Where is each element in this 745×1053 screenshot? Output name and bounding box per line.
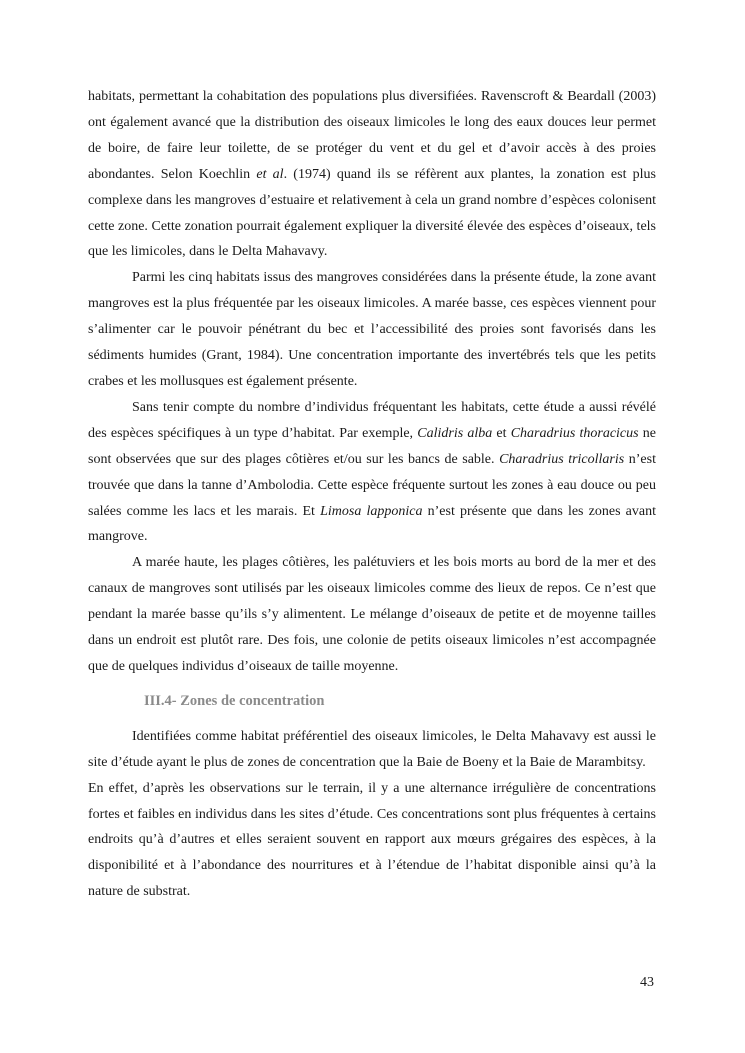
italic-text-run: et al bbox=[256, 166, 284, 182]
body-text-bottom bbox=[88, 724, 656, 905]
text-run: habitats, permettant la cohabitation des populations plus diversifiées. Ravenscroft & Beardall (2003) ont également avancé que la distribution des oiseaux limicoles le long des eaux douces leur permet de boire, de faire leur toilette, de se protéger du vent et du gel et d’avoir accès à des proies abondantes. Selon Koechlin bbox=[88, 89, 656, 182]
species-name: Charadrius tricollaris bbox=[499, 451, 625, 467]
text-run: En effet, d’après les observations sur le terrain, il y a une alternance irrégulière de concentrations fortes et faibles en individus dans les sites d’étude. Ces concentrations sont plus fréquentes à certains endroits qu’à d’autres et elles seraient souvent en rapport aux mœurs grégaires des espèces, à la disponibilité et à l’abondance des nourritures et à l’étendue de l’habitat disponible ainsi qu’à la nature de substrat. bbox=[88, 780, 656, 900]
paragraph-2 bbox=[88, 265, 656, 395]
paragraph-3 bbox=[88, 395, 656, 550]
page-number: 43 bbox=[640, 975, 654, 990]
species-name: Limosa lapponica bbox=[320, 503, 423, 519]
text-run: n’est présente que dans les zones avant mangrove. bbox=[88, 503, 656, 545]
text-run: et bbox=[492, 425, 511, 441]
species-name: Charadrius thoracicus bbox=[510, 425, 639, 441]
body-text-top bbox=[88, 84, 656, 680]
text-run: . (1974) quand ils se réfèrent aux plantes, la zonation est plus complexe dans les mangroves d’estuaire et relativement à cela un grand nombre d’espèces colonisent cette zone. Cette zonation pourrait également expliquer la diversité élevée des espèces d’oiseaux, tels que les limicoles, dans le Delta Mahavavy. bbox=[88, 166, 657, 260]
text-run: A marée haute, les plages côtières, les palétuviers et les bois morts au bord de la mer et des canaux de mangroves sont utilisés par les oiseaux limicoles comme des lieux de repos. Ce n’est que pendant la marée basse qu’ils s’y alimentent. Le mélange d’oiseaux de petite et de moyenne tailles dans un endroit est plutôt rare. Des fois, une colonie de petits oiseaux limicoles n’est accompagnée que de quelques individus d’oiseaux de taille moyenne. bbox=[88, 555, 656, 674]
paragraph-5 bbox=[88, 724, 656, 776]
document-page bbox=[88, 84, 656, 905]
text-run: Sans tenir compte du nombre d’individus fréquentant les habitats, cette étude a aussi révélé des espèces spécifiques à un type d’habitat. Par exemple, bbox=[88, 399, 656, 441]
paragraph-6 bbox=[88, 776, 656, 906]
text-run: Parmi les cinq habitats issus des mangroves considérées dans la présente étude, la zone avant mangroves est la plus fréquentée par les oiseaux limicoles. A marée basse, ces espèces viennent pour s’alimenter car le pouvoir pénétrant du bec et l’accessibilité des proies sont favorisés dans les sédiments humides (Grant, 1984). Une concentration importante des invertébrés tels que les petits crabes et les mollusques est également présente. bbox=[88, 270, 656, 389]
section-heading: III.4- Zones de concentration bbox=[144, 692, 325, 709]
text-run: n’est trouvée que dans la tanne d’Ambolodia. Cette espèce fréquente surtout les zones à eau douce ou peu salées comme les lacs et les marais. Et bbox=[88, 451, 656, 519]
species-name: Calidris alba bbox=[417, 425, 493, 441]
text-run: Identifiées comme habitat préférentiel des oiseaux limicoles, le Delta Mahavavy est aussi le site d’étude ayant le plus de zones de concentration que la Baie de Boeny et la Baie de Marambitsy. bbox=[88, 728, 656, 770]
paragraph-1 bbox=[88, 84, 656, 265]
text-run: ne sont observées que sur des plages côtières et/ou sur les bancs de sable. bbox=[88, 425, 656, 467]
paragraph-4 bbox=[88, 550, 656, 680]
